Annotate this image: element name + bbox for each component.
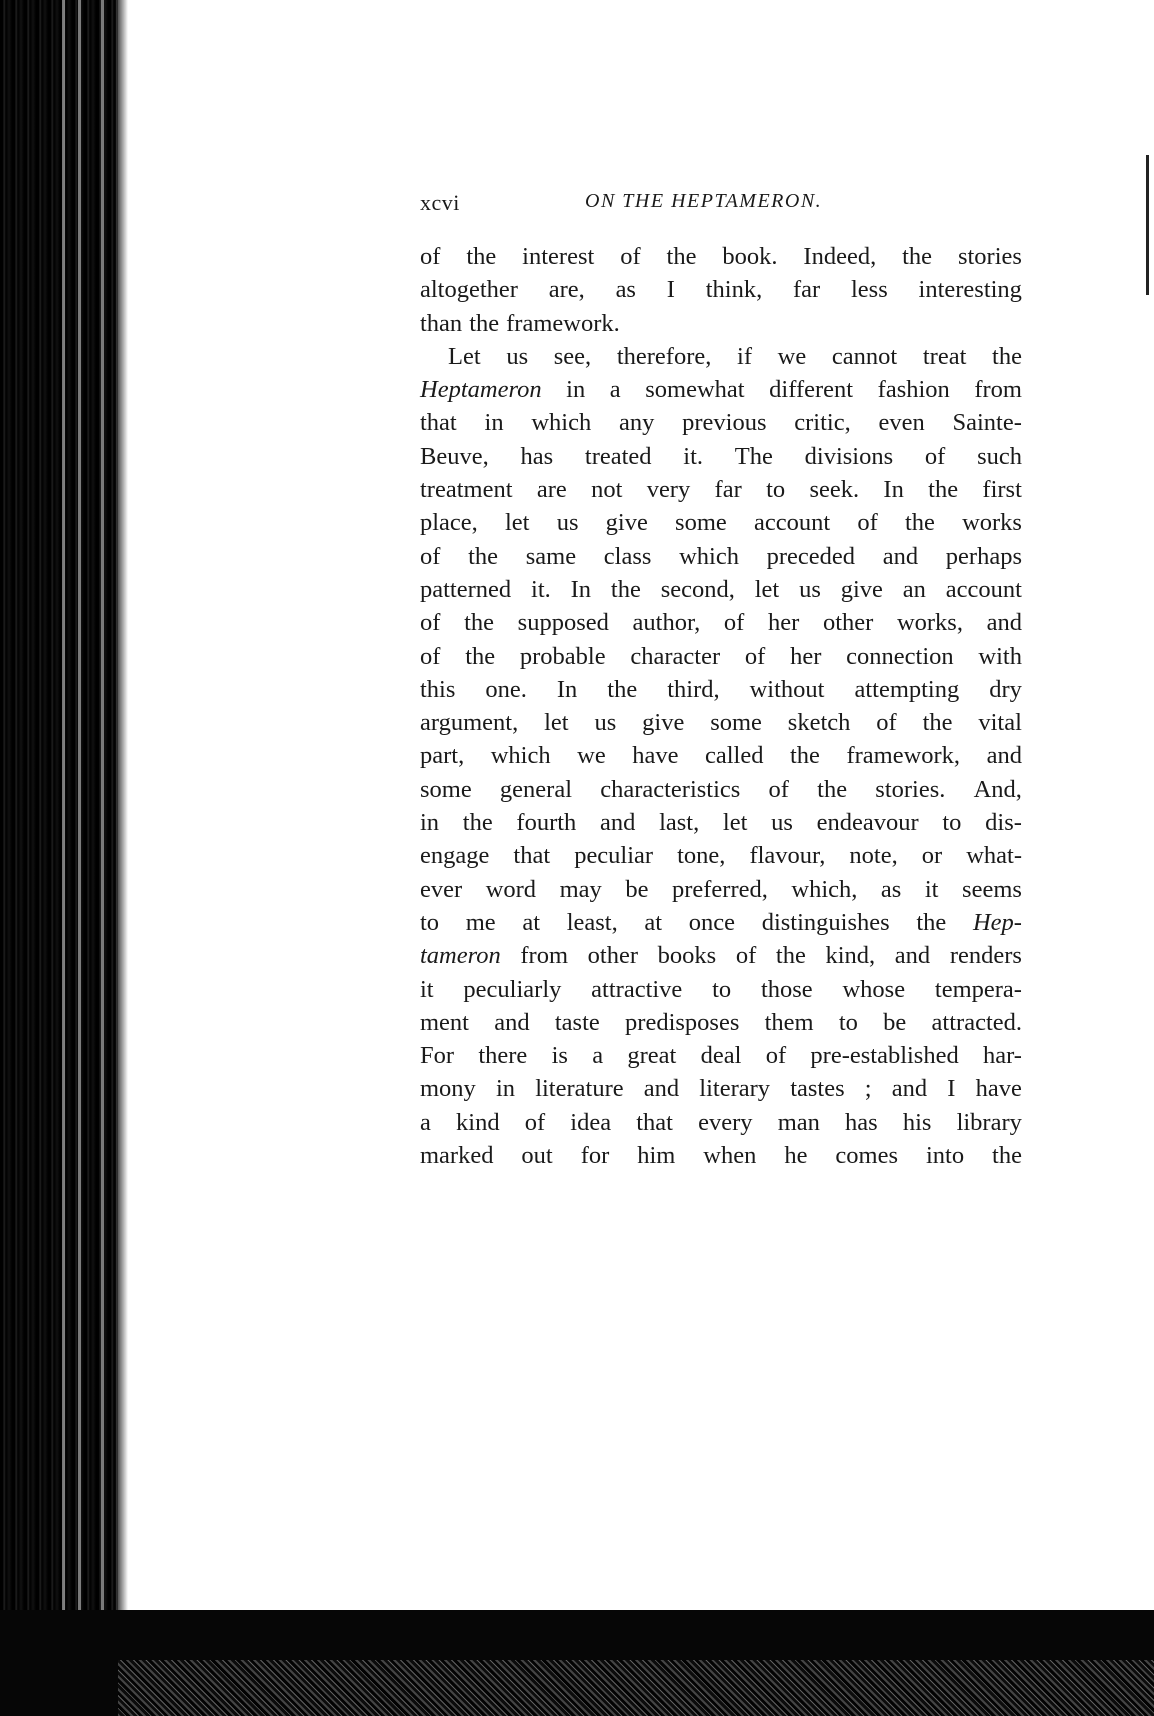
text-line: that in which any previous critic, even Sainte- <box>420 409 1022 437</box>
text-line: of the same class which preceded and perhaps <box>420 542 1022 570</box>
text-line: this one. In the third, without attempting dry <box>420 675 1022 703</box>
text-line: marked out for him when he comes into the <box>420 1142 1022 1170</box>
text-line: of the probable character of her connection with <box>420 642 1022 670</box>
text-line: tameron from other books of the kind, and renders <box>420 942 1022 970</box>
text-line: Heptameron in a somewhat different fashion from <box>420 376 1022 404</box>
body-text <box>420 240 1022 1172</box>
text-line: Let us see, therefore, if we cannot treat the <box>448 342 1022 370</box>
text-line: a kind of idea that every man has his library <box>420 1108 1022 1136</box>
text-line: treatment are not very far to seek. In the first <box>420 476 1022 504</box>
text-line: of the supposed author, of her other works, and <box>420 609 1022 637</box>
text-line: in the fourth and last, let us endeavour to dis- <box>420 809 1022 837</box>
text-line: place, let us give some account of the works <box>420 509 1022 537</box>
scan-bottom-noise <box>118 1660 1154 1716</box>
text-line: of the interest of the book. Indeed, the stories <box>420 243 1022 270</box>
text-line: patterned it. In the second, let us give an account <box>420 575 1022 603</box>
text-line: than the framework. <box>420 309 620 337</box>
text-line: to me at least, at once distinguishes the Hep- <box>420 908 1022 936</box>
scan-edge-mark <box>1146 155 1149 295</box>
text-line: it peculiarly attractive to those whose tempera- <box>420 975 1022 1003</box>
text-line: For there is a great deal of pre-established har- <box>420 1042 1022 1070</box>
text-line: engage that peculiar tone, flavour, note, or what- <box>420 842 1022 870</box>
book-binding-shadow <box>0 0 118 1716</box>
text-line: mony in literature and literary tastes ; and I have <box>420 1075 1022 1103</box>
text-line: part, which we have called the framework, and <box>420 742 1022 770</box>
text-line: altogether are, as I think, far less interesting <box>420 276 1022 304</box>
text-line: Beuve, has treated it. The divisions of such <box>420 442 1022 470</box>
page-number: xcvi <box>420 190 460 215</box>
page-header <box>420 190 1024 220</box>
text-line: argument, let us give some sketch of the vital <box>420 709 1022 737</box>
text-line: ever word may be preferred, which, as it seems <box>420 875 1022 903</box>
running-head: ON THE HEPTAMERON. <box>585 190 823 212</box>
text-line: ment and taste predisposes them to be attracted. <box>420 1008 1022 1036</box>
text-line: some general characteristics of the stories. And, <box>420 775 1022 803</box>
